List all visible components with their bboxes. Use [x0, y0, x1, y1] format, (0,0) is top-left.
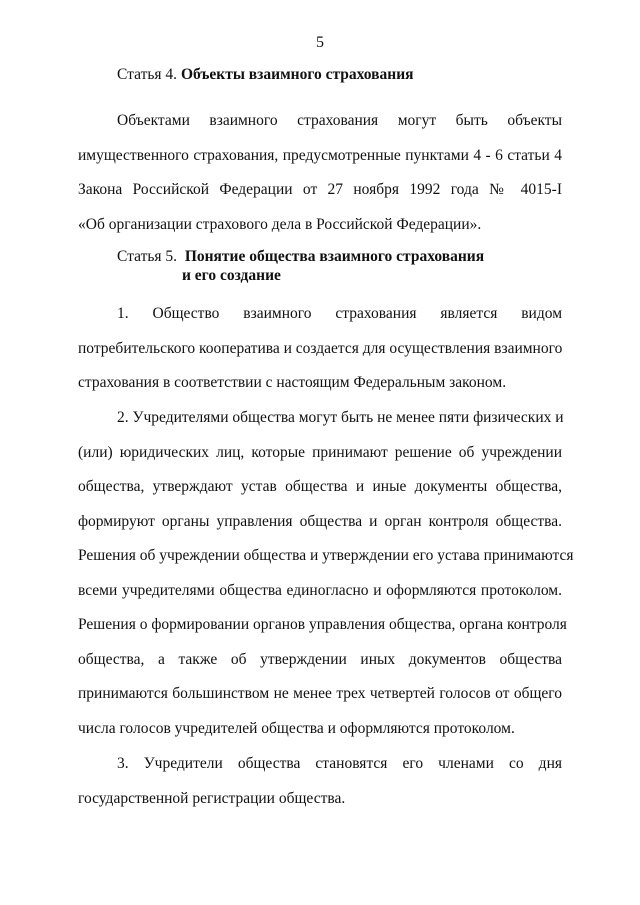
paragraph-line: государственной регистрации общества.	[78, 789, 346, 807]
paragraph-line: общества, а также об утверждении иных документов общества	[78, 650, 562, 668]
article-5-heading	[117, 248, 484, 266]
paragraph-line: Объектами взаимного страхования могут быть объекты	[117, 112, 562, 129]
paragraph-line: потребительского кооператива и создается для осуществления взаимного	[78, 339, 563, 357]
article-5-title-line1: Понятие общества взаимного страхования	[184, 248, 485, 265]
article-5-label: Статья 5.	[117, 248, 178, 265]
paragraph-line: формируют органы управления общества и орган контроля общества.	[78, 512, 562, 530]
paragraph-line: числа голосов учредителей общества и оформляются протоколом.	[78, 719, 515, 737]
article-4-body	[78, 104, 562, 242]
article-4-heading	[117, 66, 414, 84]
paragraph-line: «Об организации страхового дела в Российской Федерации».	[78, 215, 482, 233]
article-5-paragraph-1	[78, 297, 562, 401]
paragraph-line: имущественного страхования, предусмотренные пунктами 4 - 6 статьи 4	[78, 146, 562, 164]
paragraph-line: Закона Российской Федерации от 27 ноября 1992 года № 4015-I	[78, 181, 562, 198]
article-5-paragraph-3	[78, 747, 562, 816]
paragraph-line: общества, утверждают устав общества и иные документы общества,	[78, 478, 562, 495]
page-number: 5	[316, 34, 324, 51]
article-4-title: Объекты взаимного страхования	[180, 66, 414, 83]
article-5-paragraph-2	[78, 401, 574, 746]
paragraph-line: принимаются большинством не менее трех четвертей голосов от общего	[78, 685, 562, 702]
paragraph-line: 1. Общество взаимного страхования является видом	[117, 305, 562, 322]
article-4-label: Статья 4.	[117, 66, 178, 83]
paragraph-line: Решения о формировании органов управления общества, органа контроля	[78, 616, 567, 633]
paragraph-line: Решения об учреждении общества и утверждении его устава принимаются	[78, 547, 574, 564]
paragraph-line: (или) юридических лиц, которые принимают решение об учреждении	[78, 443, 562, 461]
paragraph-line: 2. Учредителями общества могут быть не менее пяти физических и	[117, 409, 564, 426]
article-5-title-line2: и его создание	[182, 267, 281, 284]
paragraph-line: всеми учредителями общества единогласно и оформляются протоколом.	[78, 581, 562, 599]
paragraph-line: 3. Учредители общества становятся его членами со дня	[117, 755, 562, 772]
paragraph-line: страхования в соответствии с настоящим Федеральным законом.	[78, 374, 507, 391]
